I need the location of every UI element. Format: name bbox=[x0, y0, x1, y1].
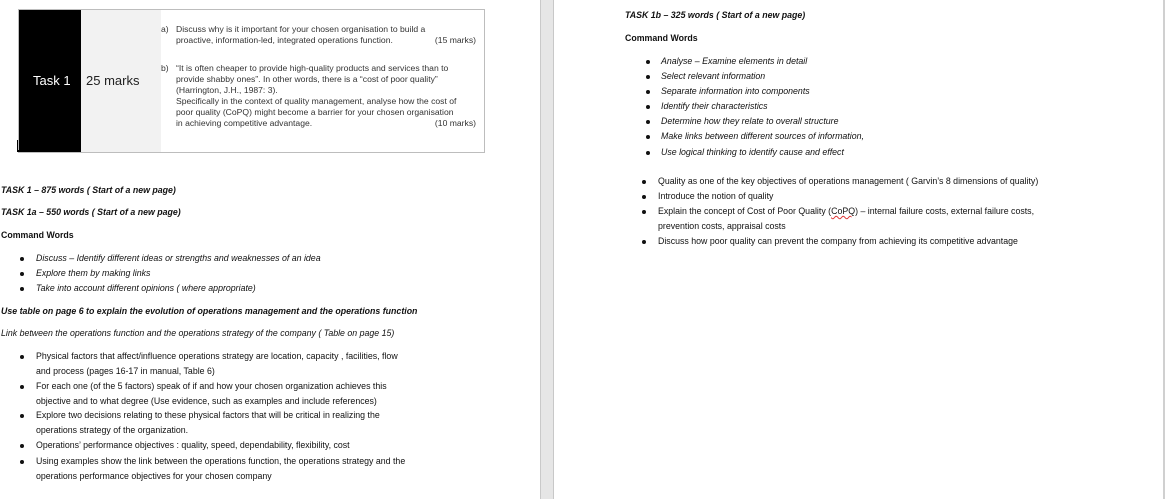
question-cell bbox=[161, 10, 484, 152]
task1b-heading: TASK 1b – 325 words ( Start of a new page) bbox=[625, 10, 806, 20]
list-item-line: Operations’ performance objectives : quality, speed, dependability, flexibility, cost bbox=[36, 440, 350, 450]
command-words-heading: Command Words bbox=[625, 33, 698, 43]
bullet bbox=[642, 180, 646, 184]
list-item-line: Physical factors that affect/influence operations strategy are location, capacity , facilities, flow bbox=[36, 351, 398, 361]
bullet bbox=[646, 120, 650, 124]
bullet bbox=[642, 195, 646, 199]
question-b-line: (Harrington, J.H., 1987: 3). bbox=[176, 85, 278, 95]
bullet bbox=[642, 240, 646, 244]
list-item-line: operations strategy of the organization. bbox=[36, 425, 189, 435]
bullet bbox=[646, 105, 650, 109]
question-a-marks: (15 marks) bbox=[434, 35, 476, 45]
task-table bbox=[18, 9, 485, 153]
bullet bbox=[20, 355, 24, 359]
command-word-item: Select relevant information bbox=[661, 71, 766, 81]
command-word-item: Determine how they relate to overall structure bbox=[661, 116, 839, 126]
list-item-line: Using examples show the link between the operations function, the operations strategy and the bbox=[36, 456, 406, 466]
point-text: Explain the concept of Cost of Poor Quality ( bbox=[658, 206, 832, 216]
list-item-line: operations performance objectives for your chosen company bbox=[36, 471, 272, 481]
command-word-item: Take into account different opinions ( where appropriate) bbox=[36, 283, 256, 293]
question-a-letter: a) bbox=[161, 24, 169, 34]
question-a bbox=[161, 24, 476, 46]
table-underline bbox=[18, 150, 80, 152]
bullet bbox=[642, 210, 646, 214]
command-word-item: Explore them by making links bbox=[36, 268, 151, 278]
table-note: Use table on page 6 to explain the evolution of operations management and the operations function bbox=[1, 306, 418, 316]
bullet bbox=[20, 287, 24, 291]
question-b-line: Specifically in the context of quality management, analyse how the cost of bbox=[176, 96, 457, 106]
command-words-heading: Command Words bbox=[1, 230, 74, 240]
point-item: Quality as one of the key objectives of operations management ( Garvin’s 8 dimensions of quality) bbox=[658, 176, 1039, 186]
bullet bbox=[20, 257, 24, 261]
marks-label: 25 marks bbox=[86, 73, 140, 88]
list-item-line: Explore two decisions relating to these physical factors that will be critical in realizing the bbox=[36, 410, 380, 420]
list-item-line: For each one (of the 5 factors) speak of if and how your chosen organization achieves this bbox=[36, 381, 387, 391]
list-item-line: and process (pages 16-17 in manual, Table 6) bbox=[36, 366, 215, 376]
point-item: Introduce the notion of quality bbox=[658, 191, 774, 201]
command-word-item: Analyse – Examine elements in detail bbox=[661, 56, 808, 66]
command-word-item: Make links between different sources of information, bbox=[661, 131, 864, 141]
link-note: Link between the operations function and the operations strategy of the company ( Table on page 15) bbox=[1, 328, 395, 338]
task-label-cell bbox=[19, 10, 81, 152]
command-word-item: Separate information into components bbox=[661, 86, 810, 96]
question-b-line: provide shabby ones”. In other words, there is a “cost of poor quality” bbox=[176, 74, 438, 84]
question-b-letter: b) bbox=[161, 63, 169, 73]
bullet bbox=[646, 135, 650, 139]
text-cursor bbox=[17, 140, 18, 152]
bullet bbox=[646, 75, 650, 79]
bullet bbox=[20, 385, 24, 389]
bullet bbox=[20, 460, 24, 464]
bullet bbox=[20, 272, 24, 276]
command-word-item: Discuss – Identify different ideas or strengths and weaknesses of an idea bbox=[36, 253, 321, 263]
command-word-item: Use logical thinking to identify cause and effect bbox=[661, 147, 844, 157]
task-label: Task 1 bbox=[33, 73, 71, 88]
bullet bbox=[20, 444, 24, 448]
point-item bbox=[658, 206, 1034, 216]
list-item-line: objective and to what degree (Use evidence, such as examples and include references) bbox=[36, 396, 377, 406]
question-b-line: poor quality (CoPQ) might become a barrier for your chosen organisation bbox=[176, 107, 454, 117]
bullet bbox=[20, 414, 24, 418]
point-text: ) – internal failure costs, external failure costs, bbox=[855, 206, 1035, 216]
page-gutter bbox=[540, 0, 554, 499]
question-b-line: in achieving competitive advantage. bbox=[176, 118, 313, 128]
question-b bbox=[161, 63, 476, 129]
bullet bbox=[646, 90, 650, 94]
task1-heading: TASK 1 – 875 words ( Start of a new page) bbox=[1, 185, 176, 195]
question-a-line: Discuss why is it important for your chosen organisation to build a bbox=[176, 24, 426, 34]
question-a-line: proactive, information-led, integrated operations function. bbox=[176, 35, 393, 45]
document-page-right bbox=[553, 0, 1165, 499]
spellcheck-word: CoPQ bbox=[831, 206, 856, 216]
bullet bbox=[646, 151, 650, 155]
question-b-line: “It is often cheaper to provide high-quality products and services than to bbox=[176, 63, 449, 73]
question-b-marks: (10 marks) bbox=[434, 118, 476, 128]
point-item: Discuss how poor quality can prevent the company from achieving its competitive advantage bbox=[658, 236, 1018, 246]
marks-cell bbox=[81, 10, 161, 152]
document-page-left bbox=[0, 0, 540, 499]
task1a-heading: TASK 1a – 550 words ( Start of a new page) bbox=[1, 207, 181, 217]
bullet bbox=[646, 60, 650, 64]
point-item-continued: prevention costs, appraisal costs bbox=[658, 221, 786, 231]
command-word-item: Identify their characteristics bbox=[661, 101, 768, 111]
